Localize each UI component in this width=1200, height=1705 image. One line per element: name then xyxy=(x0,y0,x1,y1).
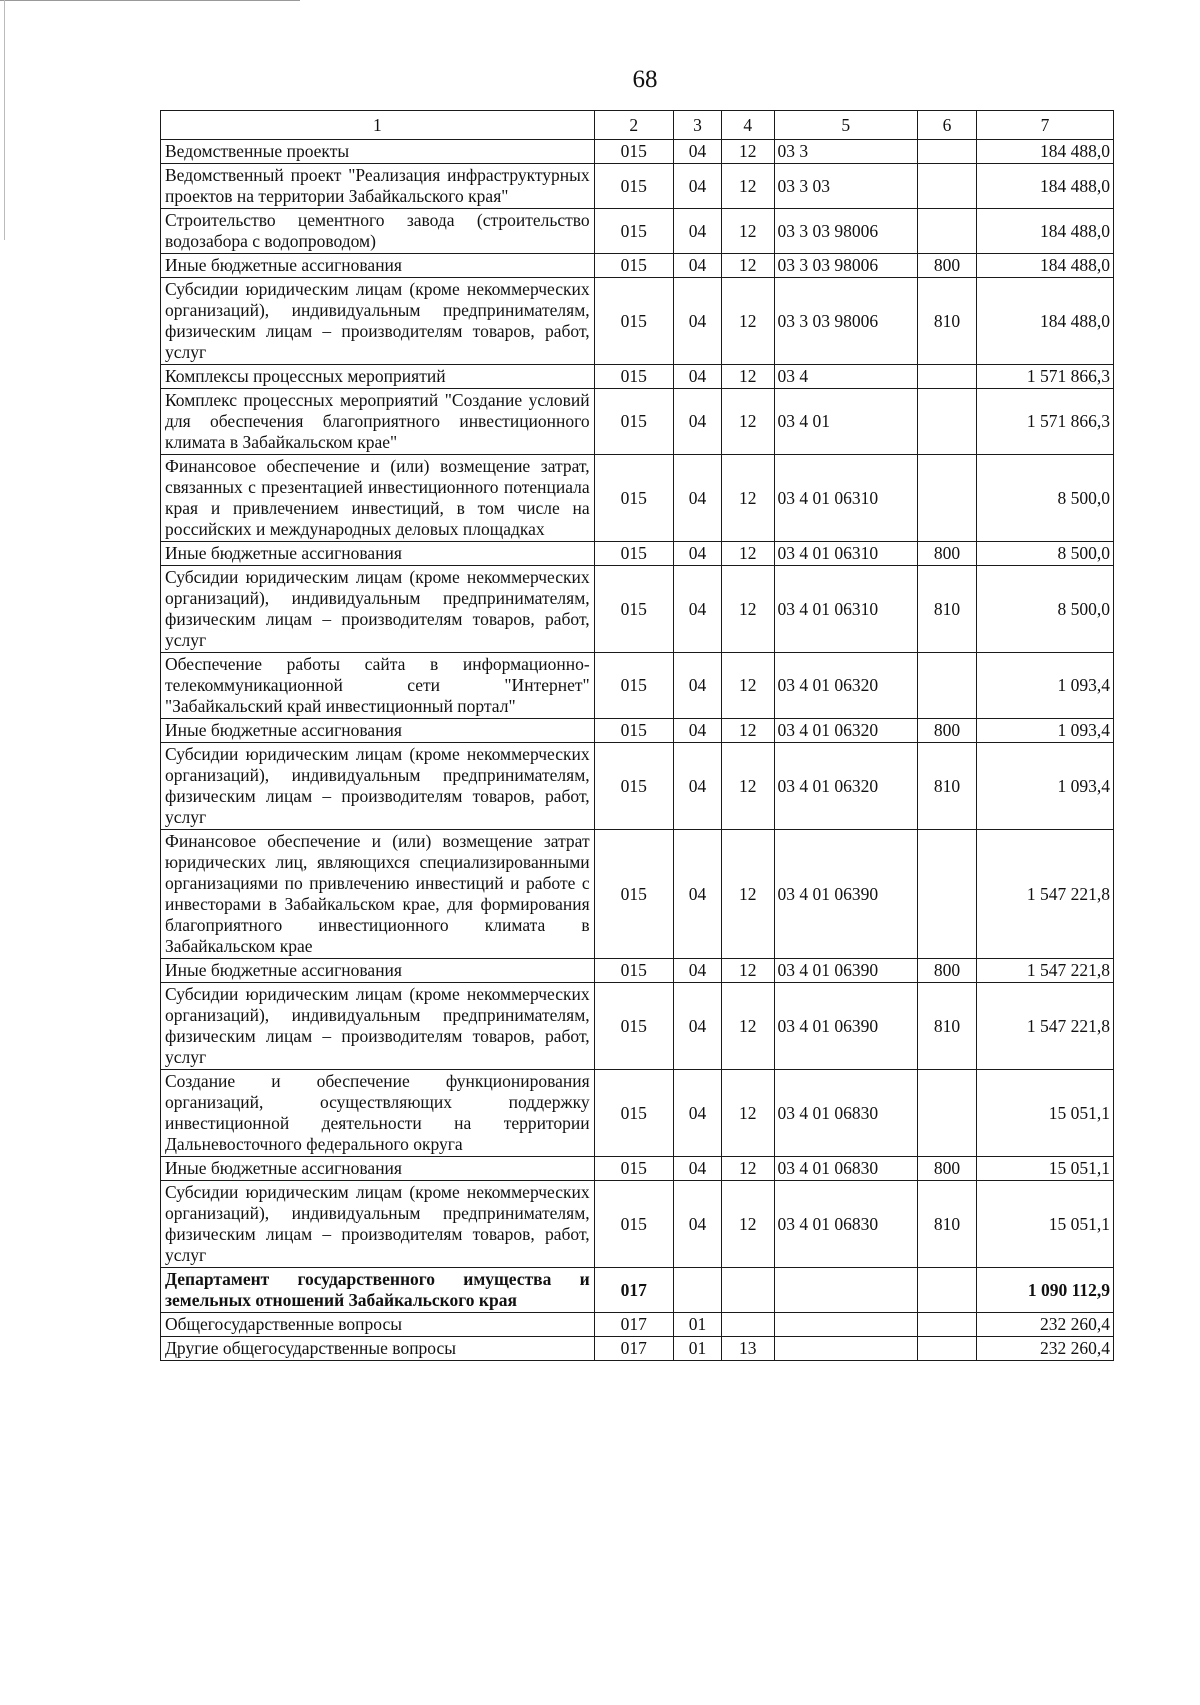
page-number: 68 xyxy=(632,66,658,93)
section-code-cell: 04 xyxy=(673,653,721,719)
amount-cell: 184 488,0 xyxy=(976,164,1113,209)
row-name-cell: Комплексы процессных мероприятий xyxy=(161,365,595,389)
expense-type-cell: 800 xyxy=(918,1157,977,1181)
amount-cell: 232 260,4 xyxy=(976,1313,1113,1337)
amount-cell: 1 547 221,8 xyxy=(976,983,1113,1070)
chapter-code-cell: 017 xyxy=(594,1313,673,1337)
target-article-cell: 03 3 03 xyxy=(774,164,917,209)
header-cell: 7 xyxy=(976,111,1113,140)
target-article-cell: 03 4 01 06310 xyxy=(774,455,917,542)
expense-type-cell xyxy=(918,140,977,164)
expense-type-cell xyxy=(918,1337,977,1361)
chapter-code-cell: 015 xyxy=(594,983,673,1070)
chapter-code-cell: 015 xyxy=(594,1181,673,1268)
amount-cell: 1 090 112,9 xyxy=(976,1268,1113,1313)
table-row xyxy=(161,209,1114,254)
section-code-cell: 04 xyxy=(673,1157,721,1181)
row-name-cell: Субсидии юридическим лицам (кроме некоммерческих организаций), индивидуальным предпринимателям, физическим лицам – производителям товаров, работ, услуг xyxy=(161,1181,595,1268)
chapter-code-cell: 015 xyxy=(594,365,673,389)
section-code-cell: 04 xyxy=(673,983,721,1070)
expense-type-cell xyxy=(918,164,977,209)
chapter-code-cell: 015 xyxy=(594,140,673,164)
section-code-cell: 04 xyxy=(673,1181,721,1268)
row-name-cell: Ведомственный проект "Реализация инфраструктурных проектов на территории Забайкальского края" xyxy=(161,164,595,209)
table-row xyxy=(161,455,1114,542)
section-code-cell xyxy=(673,1268,721,1313)
chapter-code-cell: 015 xyxy=(594,1157,673,1181)
table-row xyxy=(161,1070,1114,1157)
section-code-cell: 04 xyxy=(673,254,721,278)
target-article-cell: 03 4 01 06310 xyxy=(774,542,917,566)
chapter-code-cell: 015 xyxy=(594,254,673,278)
table-row xyxy=(161,389,1114,455)
table-row xyxy=(161,1181,1114,1268)
budget-table xyxy=(160,110,1114,1361)
table-row xyxy=(161,542,1114,566)
subsection-code-cell: 12 xyxy=(722,653,774,719)
chapter-code-cell: 015 xyxy=(594,542,673,566)
expense-type-cell: 800 xyxy=(918,254,977,278)
subsection-code-cell xyxy=(722,1313,774,1337)
chapter-code-cell: 015 xyxy=(594,164,673,209)
amount-cell: 15 051,1 xyxy=(976,1070,1113,1157)
section-code-cell: 04 xyxy=(673,1070,721,1157)
amount-cell: 184 488,0 xyxy=(976,140,1113,164)
chapter-code-cell: 015 xyxy=(594,389,673,455)
section-code-cell: 04 xyxy=(673,209,721,254)
subsection-code-cell: 12 xyxy=(722,566,774,653)
target-article-cell: 03 3 03 98006 xyxy=(774,278,917,365)
row-name-cell: Общегосударственные вопросы xyxy=(161,1313,595,1337)
row-name-cell: Иные бюджетные ассигнования xyxy=(161,959,595,983)
amount-cell: 1 547 221,8 xyxy=(976,959,1113,983)
table-body xyxy=(161,140,1114,1361)
chapter-code-cell: 015 xyxy=(594,278,673,365)
expense-type-cell xyxy=(918,1313,977,1337)
amount-cell: 15 051,1 xyxy=(976,1181,1113,1268)
header-cell: 2 xyxy=(594,111,673,140)
amount-cell: 1 093,4 xyxy=(976,743,1113,830)
row-name-cell: Субсидии юридическим лицам (кроме некоммерческих организаций), индивидуальным предпринимателям, физическим лицам – производителям товаров, работ, услуг xyxy=(161,983,595,1070)
table-row xyxy=(161,1157,1114,1181)
scan-margin-line xyxy=(4,0,5,240)
chapter-code-cell: 017 xyxy=(594,1337,673,1361)
expense-type-cell xyxy=(918,389,977,455)
row-name-cell: Иные бюджетные ассигнования xyxy=(161,719,595,743)
subsection-code-cell: 12 xyxy=(722,164,774,209)
target-article-cell: 03 3 03 98006 xyxy=(774,254,917,278)
target-article-cell: 03 4 xyxy=(774,365,917,389)
target-article-cell: 03 4 01 06320 xyxy=(774,719,917,743)
expense-type-cell: 810 xyxy=(918,983,977,1070)
row-name-cell: Иные бюджетные ассигнования xyxy=(161,1157,595,1181)
chapter-code-cell: 015 xyxy=(594,1070,673,1157)
section-code-cell: 04 xyxy=(673,959,721,983)
amount-cell: 8 500,0 xyxy=(976,566,1113,653)
subsection-code-cell: 12 xyxy=(722,389,774,455)
chapter-code-cell: 015 xyxy=(594,209,673,254)
row-name-cell: Субсидии юридическим лицам (кроме некоммерческих организаций), индивидуальным предпринимателям, физическим лицам – производителям товаров, работ, услуг xyxy=(161,278,595,365)
target-article-cell: 03 4 01 06320 xyxy=(774,743,917,830)
subsection-code-cell: 12 xyxy=(722,830,774,959)
row-name-cell: Обеспечение работы сайта в информационно-телекоммуникационной сети "Интернет" "Забайкальский край инвестиционный портал" xyxy=(161,653,595,719)
amount-cell: 184 488,0 xyxy=(976,209,1113,254)
section-code-cell: 04 xyxy=(673,365,721,389)
row-name-cell: Субсидии юридическим лицам (кроме некоммерческих организаций), индивидуальным предпринимателям, физическим лицам – производителям товаров, работ, услуг xyxy=(161,743,595,830)
expense-type-cell xyxy=(918,830,977,959)
header-cell: 5 xyxy=(774,111,917,140)
table-row xyxy=(161,653,1114,719)
row-name-cell: Финансовое обеспечение и (или) возмещение затрат, связанных с презентацией инвестиционного потенциала края и привлечением инвестиций, в том числе на российских и международных деловых площадках xyxy=(161,455,595,542)
subsection-code-cell: 12 xyxy=(722,959,774,983)
chapter-code-cell: 017 xyxy=(594,1268,673,1313)
table-row xyxy=(161,164,1114,209)
row-name-cell: Создание и обеспечение функционирования организаций, осуществляющих поддержку инвестиционной деятельности на территории Дальневосточного федерального округа xyxy=(161,1070,595,1157)
header-cell: 4 xyxy=(722,111,774,140)
amount-cell: 1 571 866,3 xyxy=(976,389,1113,455)
table-row xyxy=(161,830,1114,959)
chapter-code-cell: 015 xyxy=(594,743,673,830)
amount-cell: 184 488,0 xyxy=(976,254,1113,278)
target-article-cell: 03 4 01 06390 xyxy=(774,830,917,959)
table-row xyxy=(161,1268,1114,1313)
amount-cell: 1 093,4 xyxy=(976,719,1113,743)
subsection-code-cell: 13 xyxy=(722,1337,774,1361)
expense-type-cell: 810 xyxy=(918,1181,977,1268)
header-cell: 3 xyxy=(673,111,721,140)
expense-type-cell xyxy=(918,209,977,254)
amount-cell: 184 488,0 xyxy=(976,278,1113,365)
amount-cell: 15 051,1 xyxy=(976,1157,1113,1181)
target-article-cell xyxy=(774,1268,917,1313)
section-code-cell: 04 xyxy=(673,140,721,164)
expense-type-cell: 810 xyxy=(918,743,977,830)
subsection-code-cell: 12 xyxy=(722,455,774,542)
section-code-cell: 04 xyxy=(673,830,721,959)
amount-cell: 8 500,0 xyxy=(976,455,1113,542)
amount-cell: 1 571 866,3 xyxy=(976,365,1113,389)
table-row xyxy=(161,254,1114,278)
row-name-cell: Финансовое обеспечение и (или) возмещение затрат юридических лиц, являющихся специализированными организациями по привлечению инвестиций и работе с инвесторами в Забайкальском крае, для формирования благоприятного инвестиционного климата в Забайкальском крае xyxy=(161,830,595,959)
target-article-cell: 03 3 03 98006 xyxy=(774,209,917,254)
section-code-cell: 04 xyxy=(673,455,721,542)
row-name-cell: Комплекс процессных мероприятий "Создание условий для обеспечения благоприятного инвестиционного климата в Забайкальском крае" xyxy=(161,389,595,455)
target-article-cell: 03 4 01 06390 xyxy=(774,983,917,1070)
subsection-code-cell: 12 xyxy=(722,254,774,278)
chapter-code-cell: 015 xyxy=(594,830,673,959)
expense-type-cell xyxy=(918,455,977,542)
subsection-code-cell: 12 xyxy=(722,542,774,566)
subsection-code-cell: 12 xyxy=(722,743,774,830)
expense-type-cell xyxy=(918,653,977,719)
scan-edge-line xyxy=(0,0,300,5)
subsection-code-cell: 12 xyxy=(722,140,774,164)
amount-cell: 232 260,4 xyxy=(976,1337,1113,1361)
row-name-cell: Иные бюджетные ассигнования xyxy=(161,254,595,278)
expense-type-cell xyxy=(918,365,977,389)
subsection-code-cell: 12 xyxy=(722,278,774,365)
expense-type-cell xyxy=(918,1070,977,1157)
table-row xyxy=(161,1313,1114,1337)
expense-type-cell: 810 xyxy=(918,566,977,653)
table-row xyxy=(161,1337,1114,1361)
table-row xyxy=(161,959,1114,983)
target-article-cell: 03 4 01 06830 xyxy=(774,1181,917,1268)
expense-type-cell xyxy=(918,1268,977,1313)
target-article-cell: 03 4 01 xyxy=(774,389,917,455)
amount-cell: 8 500,0 xyxy=(976,542,1113,566)
subsection-code-cell: 12 xyxy=(722,209,774,254)
row-name-cell: Субсидии юридическим лицам (кроме некоммерческих организаций), индивидуальным предпринимателям, физическим лицам – производителям товаров, работ, услуг xyxy=(161,566,595,653)
row-name-cell: Ведомственные проекты xyxy=(161,140,595,164)
chapter-code-cell: 015 xyxy=(594,959,673,983)
row-name-cell: Иные бюджетные ассигнования xyxy=(161,542,595,566)
target-article-cell xyxy=(774,1337,917,1361)
section-code-cell: 04 xyxy=(673,278,721,365)
expense-type-cell: 800 xyxy=(918,959,977,983)
section-code-cell: 04 xyxy=(673,566,721,653)
amount-cell: 1 547 221,8 xyxy=(976,830,1113,959)
table-row xyxy=(161,566,1114,653)
table-row xyxy=(161,365,1114,389)
table-row xyxy=(161,719,1114,743)
chapter-code-cell: 015 xyxy=(594,653,673,719)
section-code-cell: 04 xyxy=(673,389,721,455)
chapter-code-cell: 015 xyxy=(594,719,673,743)
row-name-cell: Строительство цементного завода (строительство водозабора с водопроводом) xyxy=(161,209,595,254)
subsection-code-cell: 12 xyxy=(722,983,774,1070)
target-article-cell: 03 4 01 06320 xyxy=(774,653,917,719)
table-row xyxy=(161,278,1114,365)
table-row xyxy=(161,743,1114,830)
target-article-cell: 03 4 01 06310 xyxy=(774,566,917,653)
row-name-cell: Департамент государственного имущества и земельных отношений Забайкальского края xyxy=(161,1268,595,1313)
section-code-cell: 01 xyxy=(673,1337,721,1361)
amount-cell: 1 093,4 xyxy=(976,653,1113,719)
subsection-code-cell: 12 xyxy=(722,365,774,389)
table-row xyxy=(161,140,1114,164)
expense-type-cell: 810 xyxy=(918,278,977,365)
header-cell: 6 xyxy=(918,111,977,140)
header-row xyxy=(161,111,1114,140)
section-code-cell: 01 xyxy=(673,1313,721,1337)
section-code-cell: 04 xyxy=(673,743,721,830)
target-article-cell: 03 4 01 06390 xyxy=(774,959,917,983)
target-article-cell: 03 4 01 06830 xyxy=(774,1070,917,1157)
target-article-cell xyxy=(774,1313,917,1337)
expense-type-cell: 800 xyxy=(918,542,977,566)
table-row xyxy=(161,983,1114,1070)
target-article-cell: 03 3 xyxy=(774,140,917,164)
section-code-cell: 04 xyxy=(673,719,721,743)
section-code-cell: 04 xyxy=(673,164,721,209)
subsection-code-cell: 12 xyxy=(722,1157,774,1181)
subsection-code-cell: 12 xyxy=(722,1181,774,1268)
subsection-code-cell: 12 xyxy=(722,1070,774,1157)
subsection-code-cell xyxy=(722,1268,774,1313)
subsection-code-cell: 12 xyxy=(722,719,774,743)
chapter-code-cell: 015 xyxy=(594,455,673,542)
expense-type-cell: 800 xyxy=(918,719,977,743)
row-name-cell: Другие общегосударственные вопросы xyxy=(161,1337,595,1361)
target-article-cell: 03 4 01 06830 xyxy=(774,1157,917,1181)
section-code-cell: 04 xyxy=(673,542,721,566)
chapter-code-cell: 015 xyxy=(594,566,673,653)
header-cell: 1 xyxy=(161,111,595,140)
